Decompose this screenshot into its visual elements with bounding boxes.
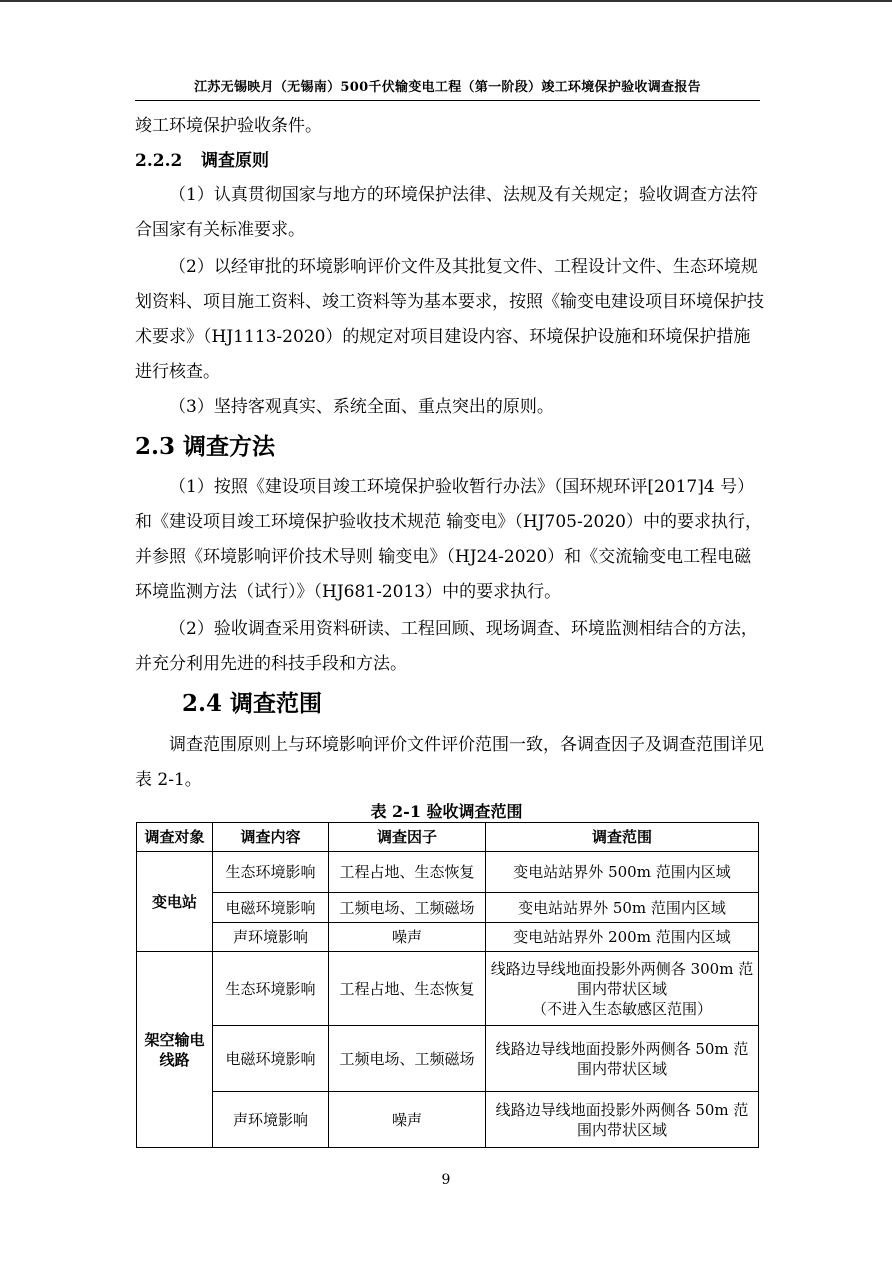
table-row bbox=[137, 893, 759, 923]
cell-scope-text: 线路边导线地面投影外两侧各 300m 范围内带状区域 bbox=[490, 959, 754, 998]
table-row bbox=[137, 1026, 759, 1092]
section-2-3-heading: 2.3 调查方法 bbox=[135, 433, 276, 460]
header-scope: 调查范围 bbox=[486, 823, 759, 852]
section-2-4-heading: 2.4 调查范围 bbox=[182, 690, 323, 717]
cell-content: 电磁环境影响 bbox=[213, 893, 329, 923]
method-paragraph-2: （2）验收调查采用资料研读、工程回顾、现场调查、环境监测相结合的方法，并充分利用先进的科技手段和方法。 bbox=[135, 619, 758, 674]
cell-factor: 噪声 bbox=[329, 1092, 486, 1148]
cell-factor: 噪声 bbox=[329, 923, 486, 952]
cell-factor: 工频电场、工频磁场 bbox=[329, 893, 486, 923]
cell-content: 生态环境影响 bbox=[213, 852, 329, 893]
section-title: 调查原则 bbox=[201, 151, 269, 171]
object-substation: 变电站 bbox=[137, 852, 213, 952]
running-header: 江苏无锡映月（无锡南）500千伏输变电工程（第一阶段）竣工环境保护验收调查报告 bbox=[194, 80, 701, 95]
scope-paragraph: 调查范围原则上与环境影响评价文件评价范围一致，各调查因子及调查范围详见表 2-1。 bbox=[135, 735, 764, 790]
table-row bbox=[137, 952, 759, 1026]
cell-content: 电磁环境影响 bbox=[213, 1026, 329, 1092]
header-content: 调查内容 bbox=[213, 823, 329, 852]
cell-content: 生态环境影响 bbox=[213, 952, 329, 1026]
cell-scope: 线路边导线地面投影外两侧各 50m 范围内带状区域 bbox=[486, 1026, 759, 1092]
cell-scope bbox=[486, 952, 759, 1026]
cell-content: 声环境影响 bbox=[213, 1092, 329, 1148]
cell-scope-note: （不进入生态敏感区范围） bbox=[531, 999, 712, 1018]
section-number: 2.2.2 bbox=[135, 151, 183, 171]
cell-factor: 工程占地、生态恢复 bbox=[329, 852, 486, 893]
cell-scope: 变电站站界外 50m 范围内区域 bbox=[486, 893, 759, 923]
section-2-2-2-heading bbox=[135, 146, 269, 176]
table-caption: 表 2-1 验收调查范围 bbox=[370, 802, 523, 821]
method-paragraph-1: （1）按照《建设项目竣工环境保护验收暂行办法》（国环规环评[2017]4 号）和《建设项目竣工环境保护验收技术规范 输变电》（HJ705-2020）中的要求执行，并参照《环境影响评价技术导则 输变电》（HJ24-2020）和《交流输变电工程电磁环境监测方法（试行）》（HJ681-2013）中的要求执行。 bbox=[135, 477, 762, 602]
table-row bbox=[137, 1092, 759, 1148]
cell-scope: 变电站站界外 500m 范围内区域 bbox=[486, 852, 759, 893]
cell-content: 声环境影响 bbox=[213, 923, 329, 952]
continuation-text: 竣工环境保护验收条件。 bbox=[135, 116, 322, 136]
cell-factor: 工程占地、生态恢复 bbox=[329, 952, 486, 1026]
cell-scope: 线路边导线地面投影外两侧各 50m 范围内带状区域 bbox=[486, 1092, 759, 1148]
survey-scope-table bbox=[136, 822, 759, 1148]
top-border-rule bbox=[0, 0, 892, 2]
principle-paragraph-3: （3）坚持客观真实、系统全面、重点突出的原则。 bbox=[169, 397, 554, 417]
cell-scope: 变电站站界外 200m 范围内区域 bbox=[486, 923, 759, 952]
table-row bbox=[137, 852, 759, 893]
principle-paragraph-2: （2）以经审批的环境影响评价文件及其批复文件、工程设计文件、生态环境规划资料、项目施工资料、竣工资料等为基本要求，按照《输变电建设项目环境保护技术要求》（HJ1113-2020）的规定对项目建设内容、环境保护设施和环境保护措施进行核查。 bbox=[135, 257, 764, 382]
cell-factor: 工频电场、工频磁场 bbox=[329, 1026, 486, 1092]
principle-paragraph-1: （1）认真贯彻国家与地方的环境保护法律、法规及有关规定；验收调查方法符合国家有关标准要求。 bbox=[135, 185, 758, 240]
header-factor: 调查因子 bbox=[329, 823, 486, 852]
table-header-row bbox=[137, 823, 759, 852]
header-object: 调查对象 bbox=[137, 823, 213, 852]
object-overhead-line: 架空输电线路 bbox=[137, 952, 213, 1148]
table-row bbox=[137, 923, 759, 952]
header-rule bbox=[135, 100, 760, 101]
page-number: 9 bbox=[441, 1172, 451, 1188]
